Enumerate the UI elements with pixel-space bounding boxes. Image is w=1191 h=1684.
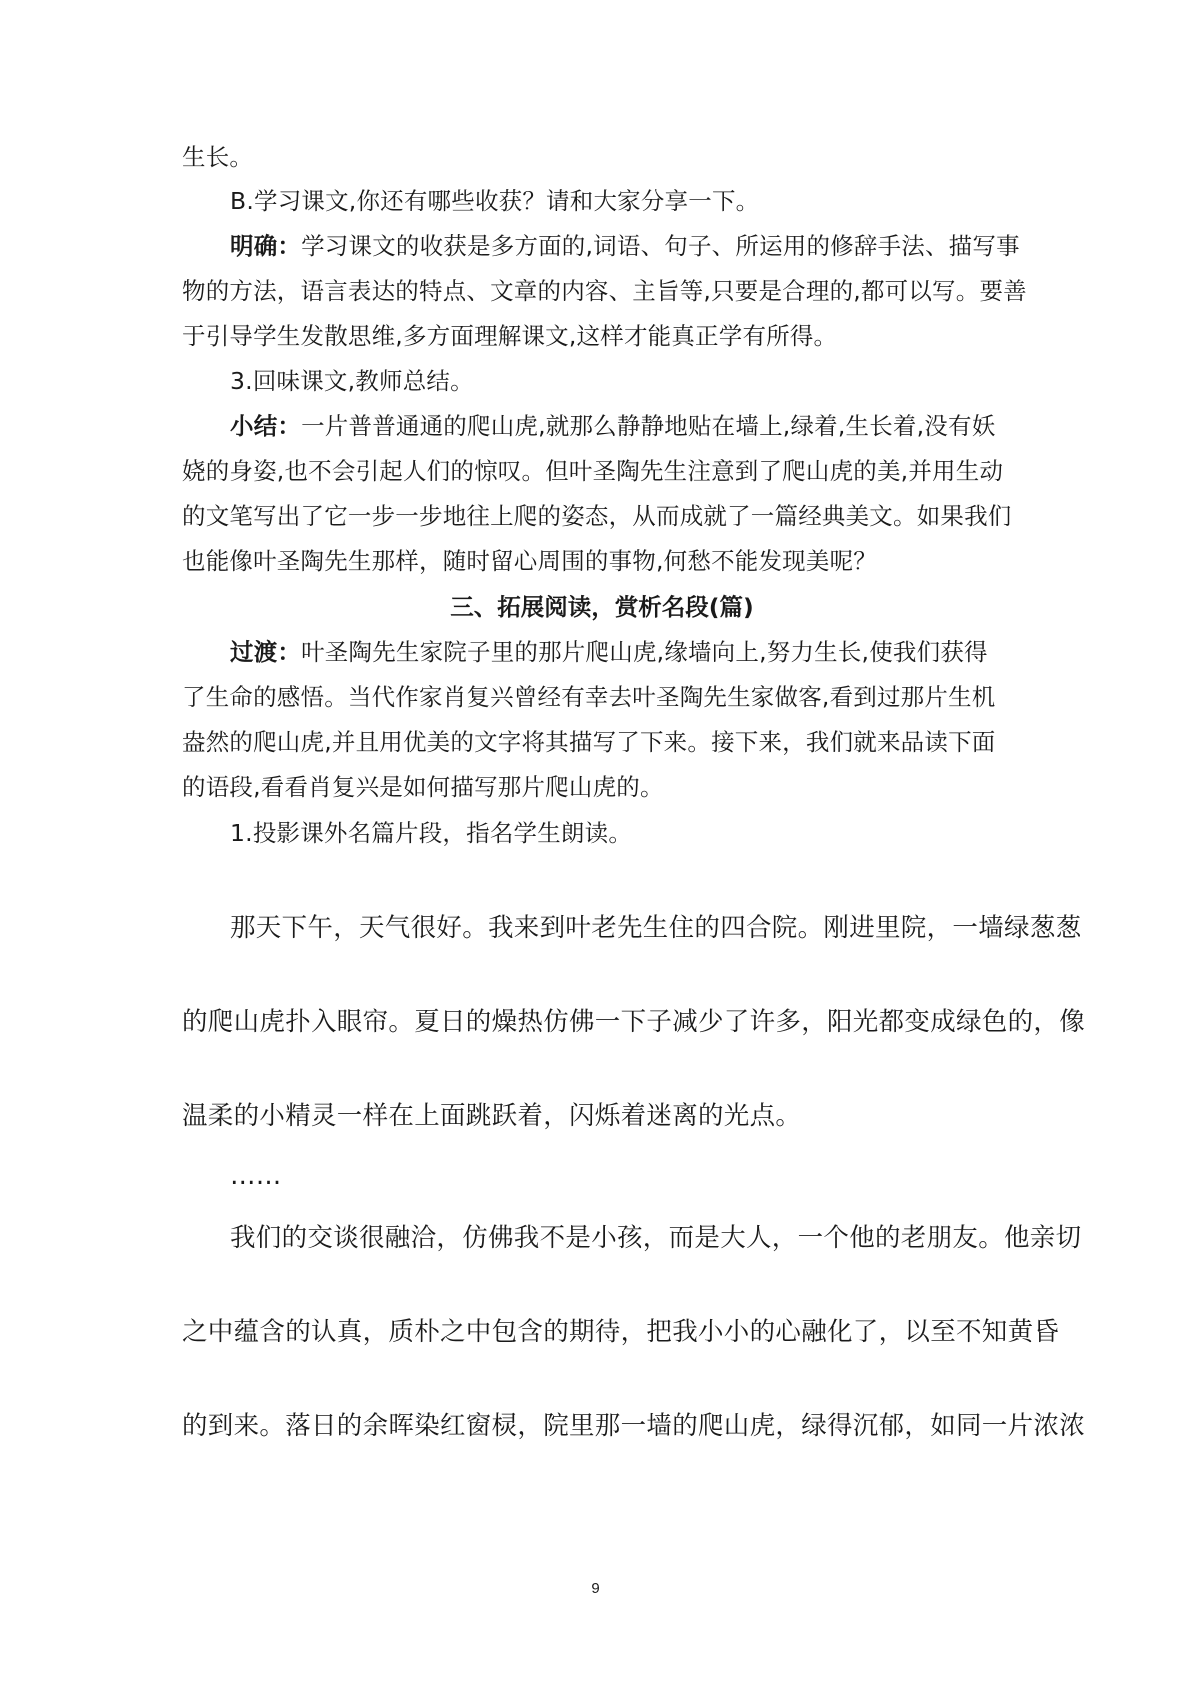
transition-paragraph-line: [230, 637, 1070, 667]
section-heading: 三、拓展阅读，赏析名段(篇): [450, 593, 754, 621]
text-line: 也能像叶圣陶先生那样，随时留心周围的事物,何愁不能发现美呢？: [182, 547, 877, 575]
summary-label: 小结：: [230, 412, 302, 440]
text-line: 的语段,看看肖复兴是如何描写那片爬山虎的。: [182, 773, 664, 801]
excerpt-line: 那天下午，天气很好。我来到叶老先生住的四合院。刚进里院，一墙绿葱葱: [230, 913, 1082, 943]
step-3: 3.回味课文,教师总结。: [230, 367, 474, 395]
clarify-paragraph-line: [230, 231, 1070, 261]
transition-label: 过渡：: [230, 638, 302, 666]
step-1: 1.投影课外名篇片段，指名学生朗读。: [230, 819, 633, 847]
text-line: 娆的身姿,也不会引起人们的惊叹。但叶圣陶先生注意到了爬山虎的美,并用生动: [182, 457, 1004, 485]
excerpt-ellipsis: ……: [230, 1161, 282, 1191]
excerpt-line: 之中蕴含的认真，质朴之中包含的期待，把我小小的心融化了，以至不知黄昏: [182, 1317, 1060, 1347]
clarify-text: 学习课文的收获是多方面的,词语、句子、所运用的修辞手法、描写事: [301, 232, 1020, 260]
text-line: 了生命的感悟。当代作家肖复兴曾经有幸去叶圣陶先生家做客,看到过那片生机: [182, 683, 996, 711]
text-line: 于引导学生发散思维,多方面理解课文,这样才能真正学有所得。: [182, 322, 838, 350]
summary-text: 一片普普通通的爬山虎,就那么静静地贴在墙上,绿着,生长着,没有妖: [301, 412, 996, 440]
clarify-label: 明确：: [230, 232, 302, 260]
summary-paragraph-line: [230, 411, 1070, 441]
excerpt-line: 的到来。落日的余晖染红窗棂，院里那一墙的爬山虎，绿得沉郁，如同一片浓浓: [182, 1411, 1086, 1441]
excerpt-line: 的爬山虎扑入眼帘。夏日的燥热仿佛一下子减少了许多，阳光都变成绿色的，像: [182, 1007, 1086, 1037]
text-line: 的文笔写出了它一步一步地往上爬的姿态，从而成就了一篇经典美文。如果我们: [182, 502, 1012, 530]
text-line: 盎然的爬山虎,并且用优美的文字将其描写了下来。接下来，我们就来品读下面: [182, 728, 996, 756]
transition-text: 叶圣陶先生家院子里的那片爬山虎,缘墙向上,努力生长,使我们获得: [301, 638, 988, 666]
page-number: 9: [591, 1580, 600, 1597]
excerpt-line: 我们的交谈很融洽，仿佛我不是小孩，而是大人，一个他的老朋友。他亲切: [230, 1223, 1082, 1253]
text-line: 物的方法，语言表达的特点、文章的内容、主旨等,只要是合理的,都可以写。要善: [182, 277, 1027, 305]
excerpt-line: 温柔的小精灵一样在上面跳跃着，闪烁着迷离的光点。: [182, 1101, 802, 1131]
text-line: 生长。: [182, 143, 254, 171]
question-b: B.学习课文,你还有哪些收获？请和大家分享一下。: [230, 187, 760, 215]
